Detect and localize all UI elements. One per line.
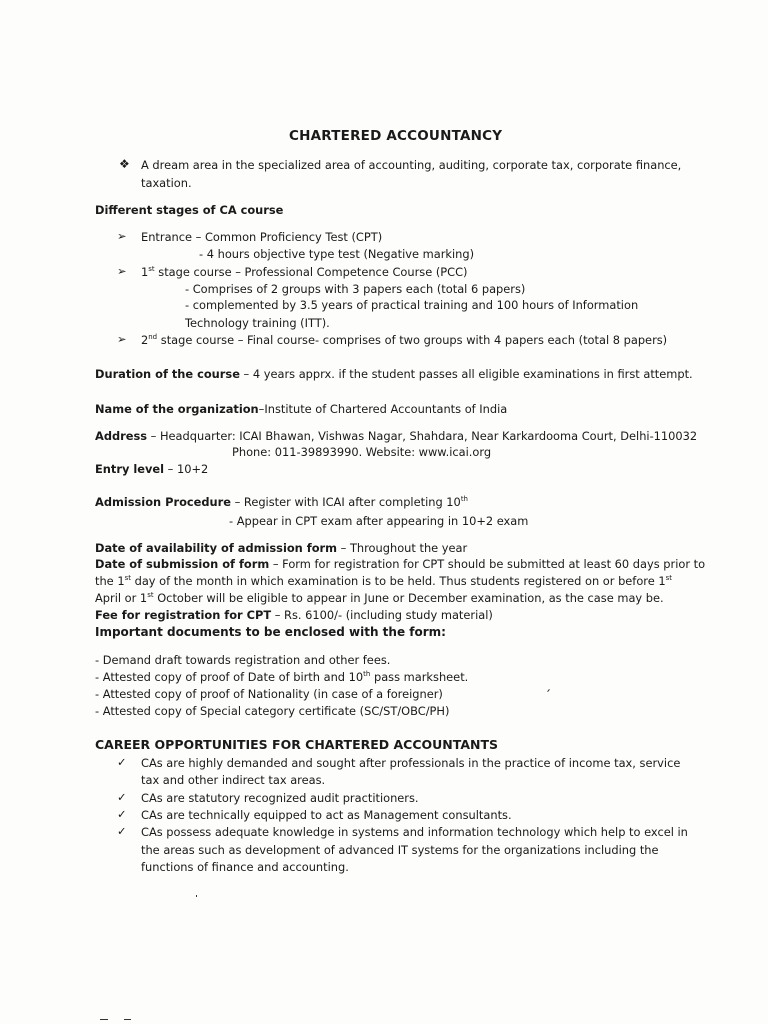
address-phone: Phone: 011-39893990. Website: www.icai.org [232,445,492,459]
checkmark-icon: ✓ [117,807,127,821]
career-item: CAs are highly demanded and sought after professionals in the practice of income tax, service [141,756,681,770]
intro-line-1: A dream area in the specialized area of accounting, auditing, corporate tax, corporate finance, [141,158,682,172]
career-item: CAs are technically equipped to act as Management consultants. [141,808,512,822]
fee-line: Fee for registration for CPT – Rs. 6100/- (including study material) [95,608,493,622]
career-item-continued: the areas such as development of advanced IT systems for the organizations including the [141,843,659,857]
scan-speck [196,895,197,897]
career-item-continued: tax and other indirect tax areas. [141,773,326,787]
document-item: - Demand draft towards registration and other fees. [95,653,391,667]
submission-line-2: the 1st day of the month in which examination is to be held. Thus students registered on or before 1st [95,574,672,588]
scan-speck [100,1019,108,1020]
arrow-bullet-icon: ➢ [117,229,127,243]
diamond-bullet-icon: ❖ [119,157,130,171]
checkmark-icon: ✓ [117,824,127,838]
stage-first-detail-3: Technology training (ITT). [185,316,330,330]
stage-second: 2nd stage course – Final course- comprises of two groups with 4 papers each (total 8 papers) [141,333,668,347]
stages-heading: Different stages of CA course [95,203,284,217]
address-line: Address – Headquarter: ICAI Bhawan, Vishwas Nagar, Shahdara, Near Karkardooma Court, Delhi-110032 [95,429,698,443]
scan-speck [547,689,550,692]
stage-first-detail-2: - complemented by 3.5 years of practical training and 100 hours of Information [185,298,639,312]
intro-line-2: taxation. [141,176,192,190]
entry-level-line: Entry level – 10+2 [95,462,209,476]
submission-line-3: April or 1st October will be eligible to appear in June or December examination, as the case may be. [95,591,664,605]
duration-line: Duration of the course – 4 years apprx. if the student passes all eligible examinations in first attempt. [95,367,693,381]
admission-detail: - Appear in CPT exam after appearing in 10+2 exam [229,514,529,528]
career-item: CAs possess adequate knowledge in systems and information technology which help to excel in [141,825,688,839]
checkmark-icon: ✓ [117,755,127,769]
stage-entrance-detail: - 4 hours objective type test (Negative marking) [199,247,475,261]
career-item-continued: functions of finance and accounting. [141,860,349,874]
scan-speck [124,1019,131,1020]
page-title: CHARTERED ACCOUNTANCY [289,128,503,144]
document-item: - Attested copy of Special category certificate (SC/ST/OBC/PH) [95,704,450,718]
checkmark-icon: ✓ [117,790,127,804]
availability-line: Date of availability of admission form – Throughout the year [95,541,468,555]
organization-line: Name of the organization–Institute of Chartered Accountants of India [95,402,508,416]
stage-first-detail-1: - Comprises of 2 groups with 3 papers each (total 6 papers) [185,282,526,296]
career-heading: CAREER OPPORTUNITIES FOR CHARTERED ACCOUNTANTS [95,737,498,752]
stage-entrance: Entrance – Common Proficiency Test (CPT) [141,230,383,244]
document-item: - Attested copy of proof of Nationality (in case of a foreigner) [95,687,443,701]
arrow-bullet-icon: ➢ [117,332,127,346]
career-item: CAs are statutory recognized audit practitioners. [141,791,419,805]
documents-heading: Important documents to be enclosed with the form: [95,625,446,639]
stage-first: 1st stage course – Professional Competence Course (PCC) [141,265,468,279]
arrow-bullet-icon: ➢ [117,264,127,278]
admission-line: Admission Procedure – Register with ICAI after completing 10th [95,495,468,509]
document-item: - Attested copy of proof of Date of birth and 10th pass marksheet. [95,670,469,684]
submission-line-1: Date of submission of form – Form for registration for CPT should be submitted at least 60 days prior to [95,557,706,571]
